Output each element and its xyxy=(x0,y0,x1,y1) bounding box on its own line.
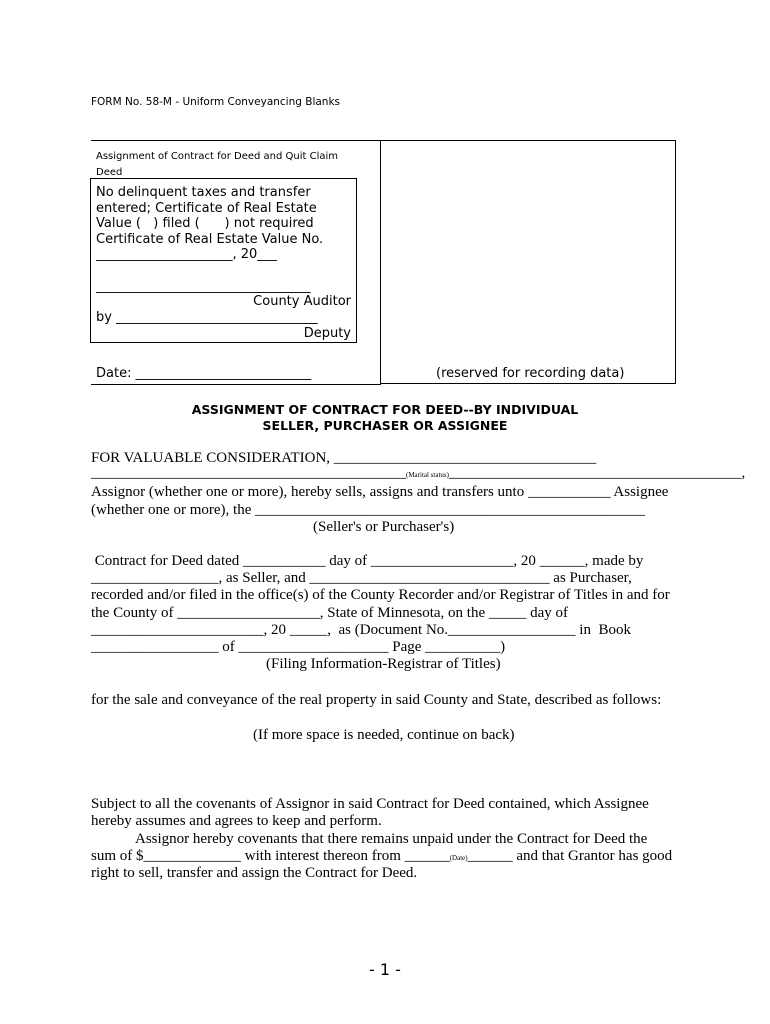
marital-blank-pre: __________________________________________ xyxy=(91,465,406,481)
auditor-line-3: Value ( ) filed ( ) not required xyxy=(96,216,314,232)
contract-line-1: Contract for Deed dated ___________ day of ___________________, 20 ______, made by xyxy=(91,553,644,569)
auditor-signature-line: _________________________________ xyxy=(96,279,311,294)
page-number: - 1 - xyxy=(369,960,401,979)
whether-line: (whether one or more), the ____________________________________________________ xyxy=(91,502,646,518)
sellers-purchasers-label: (Seller's or Purchaser's) xyxy=(313,519,455,535)
subject-line-1: Subject to all the covenants of Assignor in said Contract for Deed contained, which Assignee xyxy=(91,796,649,812)
covenant-line-3: right to sell, transfer and assign the Contract for Deed. xyxy=(91,865,418,881)
county-auditor-box xyxy=(90,178,357,343)
auditor-line-5: _____________________, 20___ xyxy=(96,247,277,263)
contract-line-5: _______________________, 20 _____, as (Document No._________________ in Book xyxy=(91,622,631,638)
subject-line-2: hereby assumes and agrees to keep and perform. xyxy=(91,813,382,829)
left-bottom-rule xyxy=(91,384,381,385)
covenant-grantor-text: ______ and that Grantor has good xyxy=(467,848,673,864)
contract-line-6: _________________ of ____________________ Page __________) xyxy=(91,639,506,655)
more-space-note: (If more space is needed, continue on back) xyxy=(253,727,515,743)
deputy-label: Deputy xyxy=(303,325,351,341)
marital-status-line xyxy=(91,465,745,482)
document-heading-line1: ASSIGNMENT OF CONTRACT FOR DEED--BY INDIVIDUAL xyxy=(191,402,579,417)
filing-information-label: (Filing Information-Registrar of Titles) xyxy=(266,656,501,672)
contract-line-4: the County of ___________________, State of Minnesota, on the _____ day of xyxy=(91,605,569,621)
date-field-label: Date: ___________________________ xyxy=(96,366,312,381)
auditor-line-1: No delinquent taxes and transfer xyxy=(96,185,311,200)
marital-status-label: (Marital status) xyxy=(406,471,449,479)
covenant-date-label: (Date) xyxy=(449,854,468,862)
covenant-line-1: Assignor hereby covenants that there remains unpaid under the Contract for Deed the xyxy=(135,831,648,847)
auditor-by-line: by _______________________________ xyxy=(96,310,318,325)
marital-blank-post: _______________________________________, xyxy=(448,465,746,481)
recording-data-box xyxy=(380,140,676,384)
auditor-line-2: entered; Certificate of Real Estate xyxy=(96,200,317,216)
assignment-title-line2: Deed xyxy=(96,167,123,178)
document-heading-line2: SELLER, PURCHASER OR ASSIGNEE xyxy=(262,418,508,433)
reserved-recording-label: (reserved for recording data) xyxy=(436,366,625,381)
covenant-line-2 xyxy=(91,848,672,865)
assignment-title xyxy=(96,149,338,181)
form-number: FORM No. 58-M - Uniform Conveyancing Blanks xyxy=(91,96,341,108)
covenant-sum-blank: sum of $_____________ with interest thereon from ______ xyxy=(91,848,450,864)
auditor-line-4: Certificate of Real Estate Value No. xyxy=(96,231,324,247)
contract-line-2: _________________, as Seller, and ________________________________ as Purchaser, xyxy=(91,570,632,586)
county-auditor-label: County Auditor xyxy=(253,294,351,309)
sale-conveyance-line: for the sale and conveyance of the real property in said County and State, described as follows: xyxy=(91,692,662,708)
consideration-line: FOR VALUABLE CONSIDERATION, ___________________________________ xyxy=(91,450,597,466)
contract-line-3: recorded and/or filed in the office(s) of the County Recorder and/or Registrar of Titles in and for xyxy=(91,587,670,603)
assignment-title-line1: Assignment of Contract for Deed and Quit Claim xyxy=(96,151,339,162)
assignor-line: Assignor (whether one or more), hereby sells, assigns and transfers unto ___________ Assignee xyxy=(91,484,669,500)
